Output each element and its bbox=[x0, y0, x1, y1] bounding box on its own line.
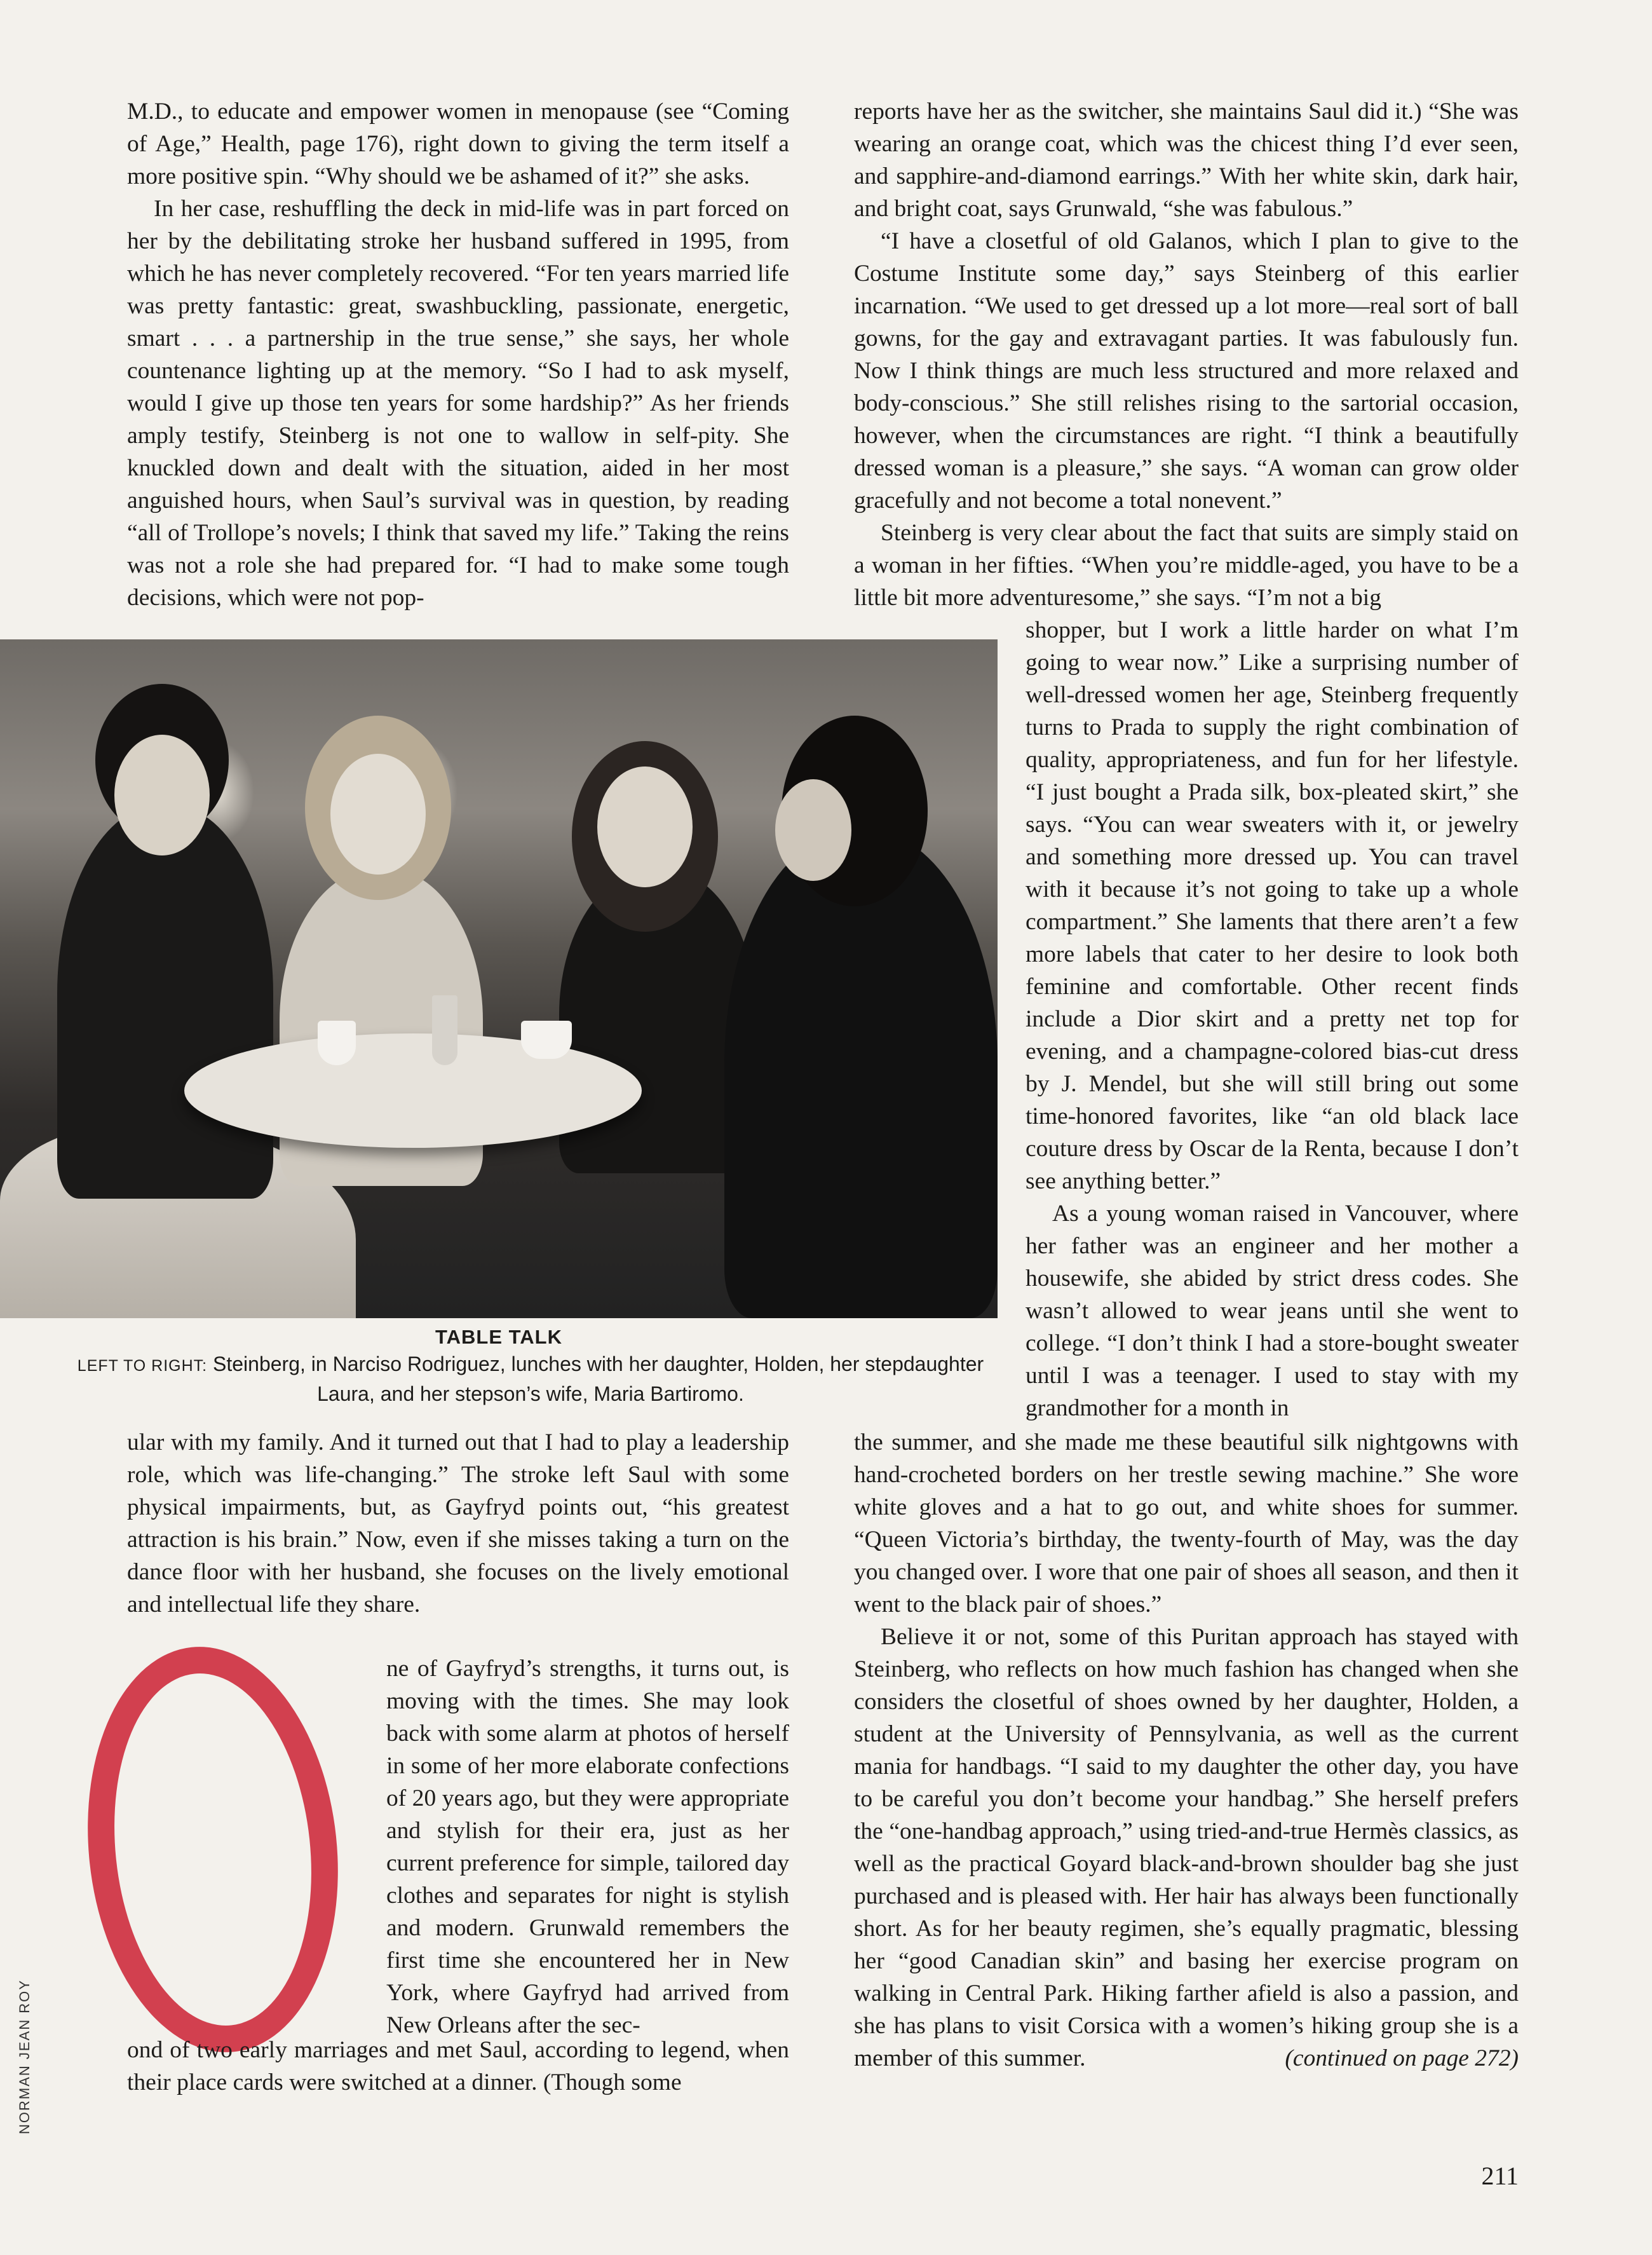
paragraph: the summer, and she made me these beautiful silk nightgowns with hand-crocheted borders on her trestle sewing machine.” She wore white gloves and a hat to go out, and white shoes for summer. “Queen Victoria’s birthday, the twenty-fourth of May, was the day you changed over. I wore that one pair of shoes all season, and then it went to the black pair of shoes.” bbox=[854, 1429, 1519, 1618]
photo-face-3 bbox=[597, 766, 693, 887]
caption bbox=[64, 1350, 998, 1408]
paragraph: Steinberg is very clear about the fact that suits are simply staid on a woman in her fifties. “When you’re middle-aged, you have to be a little bit more adventuresome,” she says. “I’m not a big bbox=[854, 520, 1519, 611]
article-column-left-bottom bbox=[127, 1426, 789, 1621]
page-number: 211 bbox=[1481, 2162, 1519, 2190]
paragraph-text: Believe it or not, some of this Puritan approach has stayed with Steinberg, who reflects on how much fashion has changed when she considers the closetful of shoes owned by her daughter, Holden, a student at the University of Pennsylvania, as well as the current mania for handbags. “I said to my daughter the other day, you have to be careful you don’t become your handbag.” She herself prefers the “one-handbag approach,” using tried-and-true Hermès classics, as well as the practical Goyard black-and-brown shoulder bag she just purchased and is pleased with. Her hair has always been functionally short. As for her beauty regimen, she’s equally pragmatic, blessing her “good Canadian skin” and basing her exercise program on walking in Central Park. Hiking farther afield is also a passion, and she has plans to visit Corsica with a women’s hiking group she is a member of this summer. bbox=[854, 1624, 1519, 2071]
paragraph: M.D., to educate and empower women in menopause (see “Coming of Age,” Health, page 176), right down to giving the term itself a more positive spin. “Why should we be ashamed of it?” she asks. bbox=[127, 99, 789, 189]
photo-figure-1 bbox=[57, 805, 273, 1199]
caption-text: Steinberg, in Narciso Rodriguez, lunches with her daughter, Holden, her stepdaughter Laura, and her stepson’s wife, Maria Bartiromo. bbox=[207, 1352, 984, 1405]
photo-face-4 bbox=[775, 779, 851, 881]
photo-glass bbox=[432, 995, 457, 1065]
paragraph bbox=[854, 1621, 1519, 2074]
article-column-right-mid bbox=[1026, 614, 1519, 1426]
photo-table bbox=[184, 1033, 642, 1148]
article-column-left-top bbox=[127, 95, 789, 614]
photo-cup bbox=[318, 1021, 356, 1065]
photo-credit: NORMAN JEAN ROY bbox=[17, 1979, 32, 2134]
caption-title: TABLE TALK bbox=[435, 1326, 562, 1348]
photo-face-1 bbox=[114, 735, 210, 855]
paragraph: shopper, but I work a little harder on what I’m going to wear now.” Like a surprising number of well-dressed women her age, Steinberg frequently turns to Prada to supply the right combination of quality, appropriateness, and fun for her lifestyle. “I just bought a Prada silk, box-pleated skirt,” she says. “You can wear sweaters with it, or jewelry and something more dressed up. You can travel with it because it’s not going to take up a whole compartment.” She laments that there aren’t a few more labels that cater to her desire to look both feminine and comfortable. Other recent finds include a Dior skirt and a pretty net top for evening, and a champagne-colored bias-cut dress by J. Mendel, but she will still bring out some time-honored favorites, like “an old black lace couture dress by Oscar de la Renta, because I don’t see anything better.” bbox=[1026, 617, 1519, 1194]
paragraph: ne of Gayfryd’s strengths, it turns out, is moving with the times. She may look back with some alarm at photos of herself in some of her more elaborate confections of 20 years ago, but they were appropriate and stylish for their era, just as her current preference for simple, tailored day clothes and separates for night is stylish and modern. Grunwald remembers the first time she encountered her in New York, where Gayfryd had arrived from New Orleans after the sec- bbox=[386, 1656, 789, 2038]
caption-lead: LEFT TO RIGHT: bbox=[77, 1357, 208, 1375]
photo-face-2 bbox=[330, 754, 426, 875]
photo-table-talk bbox=[0, 639, 998, 1318]
article-column-right-top bbox=[854, 95, 1519, 614]
paragraph: reports have her as the switcher, she maintains Saul did it.) “She was wearing an orange coat, which was the chicest thing I’d ever seen, and sapphire-and-diamond earrings.” With her white skin, dark hair, and bright coat, says Grunwald, “she was fabulous.” bbox=[854, 99, 1519, 222]
continued-note: (continued on page 272) bbox=[1285, 2045, 1519, 2071]
paragraph: In her case, reshuffling the deck in mid-life was in part forced on her by the debilitating stroke her husband suffered in 1995, from which he has never completely recovered. “For ten years married life was pretty fantastic: great, swashbuckling, passionate, energetic, smart . . . a partnership in the true sense,” she says, her whole countenance lighting up at the memory. “So I had to ask myself, would I give up those ten years for some hardship?” As her friends amply testify, Steinberg is not one to wallow in self-pity. She knuckled down and dealt with the situation, aided in her most anguished hours, when Saul’s survival was in question, by reading “all of Trollope’s novels; I think that saved my life.” Taking the reins was not a role she had prepared for. “I had to make some tough decisions, which were not pop- bbox=[127, 196, 789, 611]
dropcap-o bbox=[69, 1634, 358, 2064]
article-column-right-bottom bbox=[854, 1426, 1519, 2125]
article-column-left-final bbox=[127, 2034, 789, 2100]
photo-cup bbox=[521, 1021, 572, 1059]
paragraph: As a young woman raised in Vancouver, where her father was an engineer and her mother a housewife, she abided by strict dress codes. She wasn’t allowed to wear jeans until she went to college. “I don’t think I had a store-bought sweater until I was a teenager. I used to stay with my grandmother for a month in bbox=[1026, 1201, 1519, 1421]
article-dropcap-paragraph bbox=[386, 1652, 789, 2038]
paragraph: ond of two early marriages and met Saul, according to legend, when their place cards were switched at a dinner. (Though some bbox=[127, 2037, 789, 2095]
paragraph: ular with my family. And it turned out that I had to play a leadership role, which was life-changing.” The stroke left Saul with some physical impairments, but, as Gayfryd points out, “his greatest attraction is his brain.” Now, even if she misses taking a turn on the dance floor with her husband, she focuses on the lively emotional and intellectual life they share. bbox=[127, 1429, 789, 1618]
paragraph: “I have a closetful of old Galanos, which I plan to give to the Costume Institute some day,” says Steinberg of this earlier incarnation. “We used to get dressed up a lot more—real sort of ball gowns, for the gay and extravagant parties. It was fabulously fun. Now I think things are much less structured and more relaxed and body-conscious.” She still relishes rising to the sartorial occasion, however, when the circumstances are right. “I think a beautifully dressed woman is a pleasure,” she says. “A woman can grow older gracefully and not become a total nonevent.” bbox=[854, 228, 1519, 514]
